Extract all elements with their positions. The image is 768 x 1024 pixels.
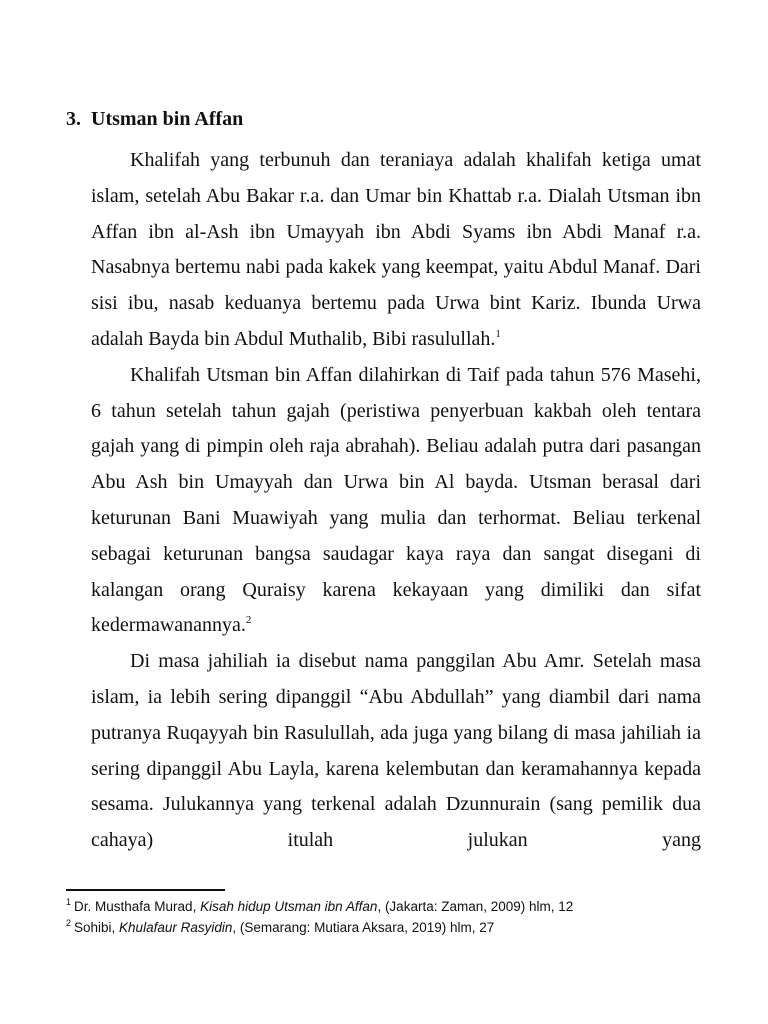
paragraph-2-text: Khalifah Utsman bin Affan dilahirkan di Taif pada tahun 576 Masehi, 6 tahun setelah tahun gajah (peristiwa penyerbuan kakbah oleh tentara gajah yang di pimpin oleh raja abrahah). Beliau adalah putra dari pasangan Abu Ash bin Umayyah dan Urwa bin Al bayda. Utsman berasal dari keturunan Bani Muawiyah yang mulia dan terhormat. Beliau terkenal sebagai keturunan bangsa saudagar kaya raya dan sangat disegani di kalangan orang Quraisy karena kekayaan yang dimiliki dan sifat kedermawanannya. (91, 363, 701, 637)
section-title: Utsman bin Affan (91, 108, 244, 130)
section-number: 3. (66, 108, 81, 130)
paragraph-1 (91, 143, 701, 358)
footnotes (66, 896, 726, 938)
paragraph-3-text: Di masa jahiliah ia disebut nama panggilan Abu Amr. Setelah masa islam, ia lebih sering dipanggil “Abu Abdullah” yang diambil dari nama putranya Ruqayyah bin Rasulullah, ada juga yang bilang di masa jahiliah ia sering dipanggil Abu Layla, karena kelembutan dan keramahannya kepada sesama. Julukannya yang terkenal adalah Dzunnurain (sang pemilik dua cahaya) itulah julukan yang (91, 650, 701, 852)
footnote-book-title: Khulafaur Rasyidin (119, 920, 233, 935)
footnote-publication: , (Jakarta: Zaman, 2009) hlm, 12 (377, 899, 574, 914)
footnote-publication: , (Semarang: Mutiara Aksara, 2019) hlm, 27 (232, 920, 495, 935)
footnote-author: Sohibi, (74, 920, 120, 935)
paragraph-2 (91, 358, 701, 644)
paragraph-3 (91, 644, 701, 852)
section-heading (66, 106, 243, 132)
footnote-book-title: Kisah hidup Utsman ibn Affan (200, 899, 378, 914)
footnote-ref-2[interactable]: 2 (245, 614, 252, 627)
footnote-separator (66, 889, 225, 891)
footnote-ref-1[interactable]: 1 (495, 327, 501, 340)
body-text (91, 143, 701, 852)
paragraph-1-text: Khalifah yang terbunuh dan teraniaya adalah khalifah ketiga umat islam, setelah Abu Bakar r.a. dan Umar bin Khattab r.a. Dialah Utsman ibn Affan ibn al-Ash ibn Umayyah ibn Abdi Syams ibn Abdi Manaf r.a. Nasabnya bertemu nabi pada kakek yang keempat, yaitu Abdul Manaf. Dari sisi ibu, nasab keduanya bertemu pada Urwa bint Kariz. Ibunda Urwa adalah Bayda bin Abdul Muthalib, Bibi rasulullah. (91, 149, 701, 350)
footnote-2 (66, 917, 726, 938)
footnote-number: 2 (66, 918, 72, 928)
footnote-1 (66, 896, 726, 917)
footnote-number: 1 (66, 897, 72, 907)
footnote-author: Dr. Musthafa Murad, (74, 899, 201, 914)
